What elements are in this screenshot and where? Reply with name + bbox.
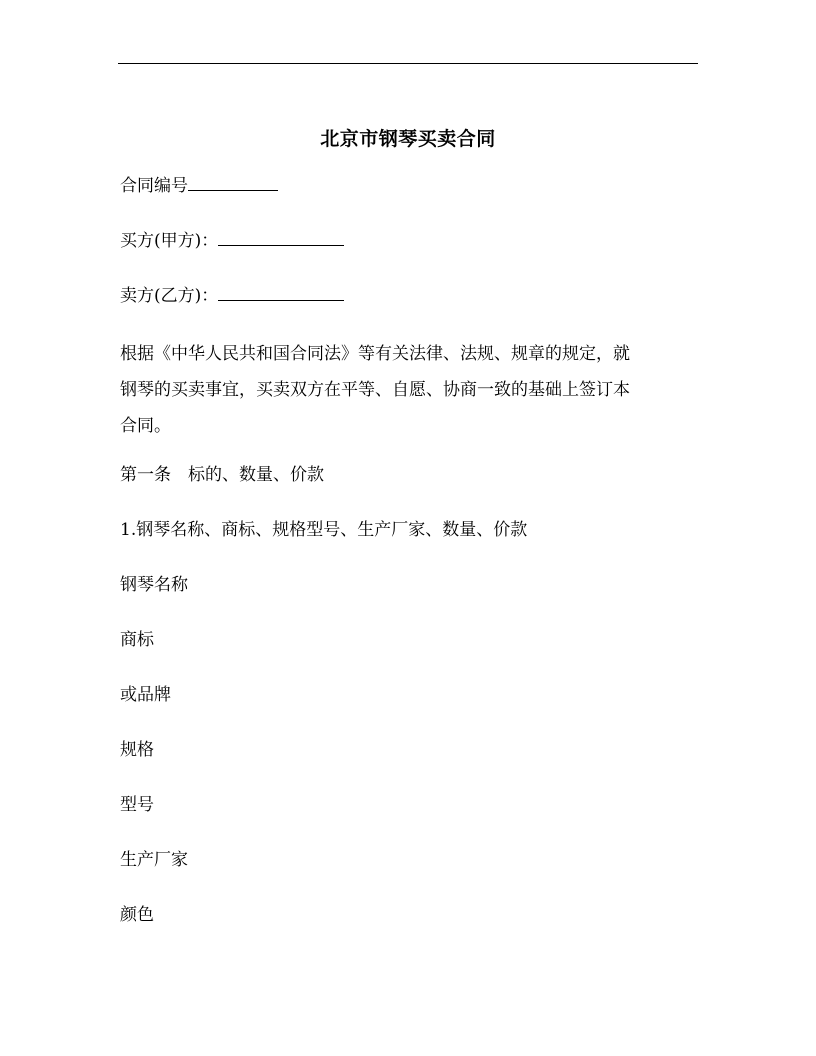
intro-line: 钢琴的买卖事宜，买卖双方在平等、自愿、协商一致的基础上签订本 [120, 380, 630, 400]
item-1-heading: 1.钢琴名称、商标、规格型号、生产厂家、数量、价款 [120, 520, 528, 540]
intro-line: 合同。 [120, 416, 171, 436]
seller-label: 卖方(乙方)： [120, 286, 219, 306]
intro-paragraph [120, 336, 700, 444]
buyer-line [120, 229, 344, 251]
header-rule [118, 63, 698, 64]
contract-number-line [120, 174, 278, 196]
document-title: 北京市钢琴买卖合同 [320, 128, 496, 150]
buyer-label: 买方(甲方)： [120, 231, 219, 251]
contract-number-blank [188, 174, 278, 191]
contract-number-label: 合同编号 [120, 176, 188, 196]
field-color: 颜色 [120, 905, 154, 925]
field-specification: 规格 [120, 740, 154, 760]
seller-blank [218, 284, 344, 301]
seller-line [120, 284, 344, 306]
field-manufacturer: 生产厂家 [120, 850, 188, 870]
field-brand: 或品牌 [120, 685, 171, 705]
buyer-blank [218, 229, 344, 246]
field-piano-name: 钢琴名称 [120, 575, 188, 595]
field-model: 型号 [120, 795, 154, 815]
intro-line: 根据《中华人民共和国合同法》等有关法律、法规、规章的规定，就 [120, 344, 630, 364]
field-trademark: 商标 [120, 630, 154, 650]
article-1-heading: 第一条 标的、数量、价款 [120, 465, 324, 485]
